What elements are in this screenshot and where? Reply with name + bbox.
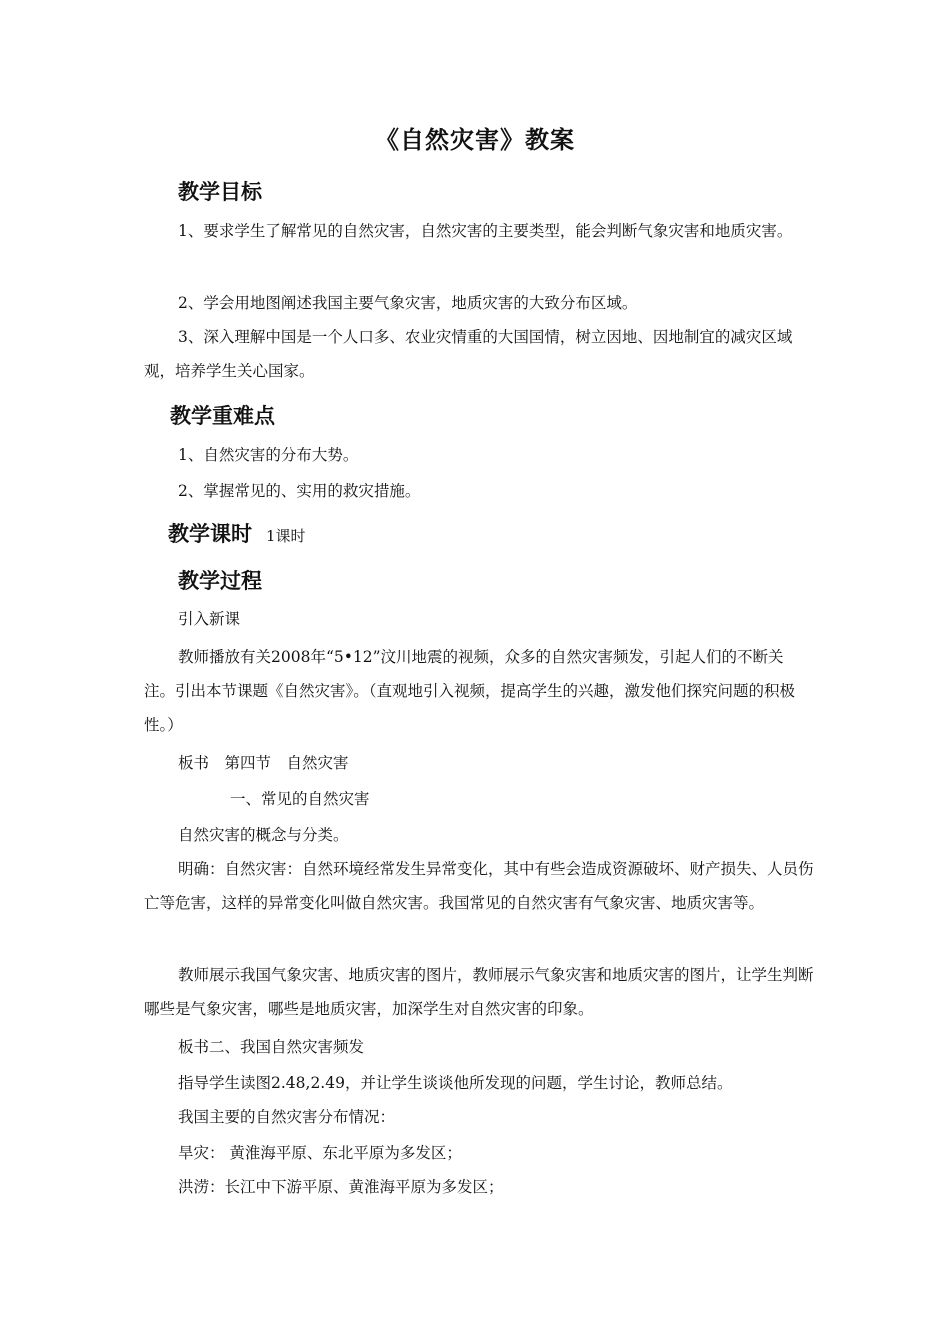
guide-paragraph: 指导学生读图2.48,2.49，并让学生谈谈他所发现的问题，学生讨论，教师总结。 (178, 1074, 733, 1092)
goal-2: 2、学会用地图阐述我国主要气象灾害，地质灾害的大致分布区域。 (178, 294, 638, 312)
document-title: 《自然灾害》教案 (375, 126, 575, 154)
heading-class-hours (168, 518, 306, 548)
key-point-1: 1、自然灾害的分布大势。 (178, 446, 359, 464)
heading-class-hours-label: 教学课时 (168, 522, 252, 546)
drought-line: 旱灾： 黄淮海平原、东北平原为多发区； (178, 1144, 462, 1162)
board-sub-1: 一、常见的自然灾害 (230, 790, 370, 808)
concept-line: 自然灾害的概念与分类。 (178, 826, 349, 844)
distribution-intro: 我国主要的自然灾害分布情况： (178, 1108, 396, 1126)
process-video: 教师播放有关2008年“5•12”汶川地震的视频，众多的自然灾害频发，引起人们的不断关注。引出本节课题《自然灾害》。（直观地引入视频，提高学生的兴趣，激发他们探究问题的积极性。） (144, 648, 796, 734)
process-intro: 引入新课 (178, 610, 241, 628)
heading-teaching-process: 教学过程 (178, 569, 262, 593)
flood-line: 洪涝：长江中下游平原、黄淮海平原为多发区； (178, 1178, 504, 1196)
board-note-1: 板书 第四节 自然灾害 (178, 754, 349, 772)
class-hours-value: 1课时 (266, 527, 306, 545)
goal-1: 1、要求学生了解常见的自然灾害，自然灾害的主要类型，能会判断气象灾害和地质灾害。 (178, 222, 793, 240)
heading-teaching-goals: 教学目标 (178, 180, 262, 204)
show-pictures-paragraph: 教师展示我国气象灾害、地质灾害的图片，教师展示气象灾害和地质灾害的图片，让学生判断哪些是气象灾害，哪些是地质灾害，加深学生对自然灾害的印象。 (144, 966, 814, 1018)
definition-paragraph: 明确：自然灾害：自然环境经常发生异常变化，其中有些会造成资源破坏、财产损失、人员伤亡等危害，这样的异常变化叫做自然灾害。我国常见的自然灾害有气象灾害、地质灾害等。 (144, 860, 814, 912)
goal-3: 3、深入理解中国是一个人口多、农业灾情重的大国国情，树立因地、因地制宜的减灾区域观，培养学生关心国家。 (144, 328, 793, 380)
heading-key-points: 教学重难点 (170, 404, 275, 428)
board-note-2: 板书二、我国自然灾害频发 (178, 1038, 365, 1056)
key-point-2: 2、掌握常见的、实用的救灾措施。 (178, 482, 421, 500)
